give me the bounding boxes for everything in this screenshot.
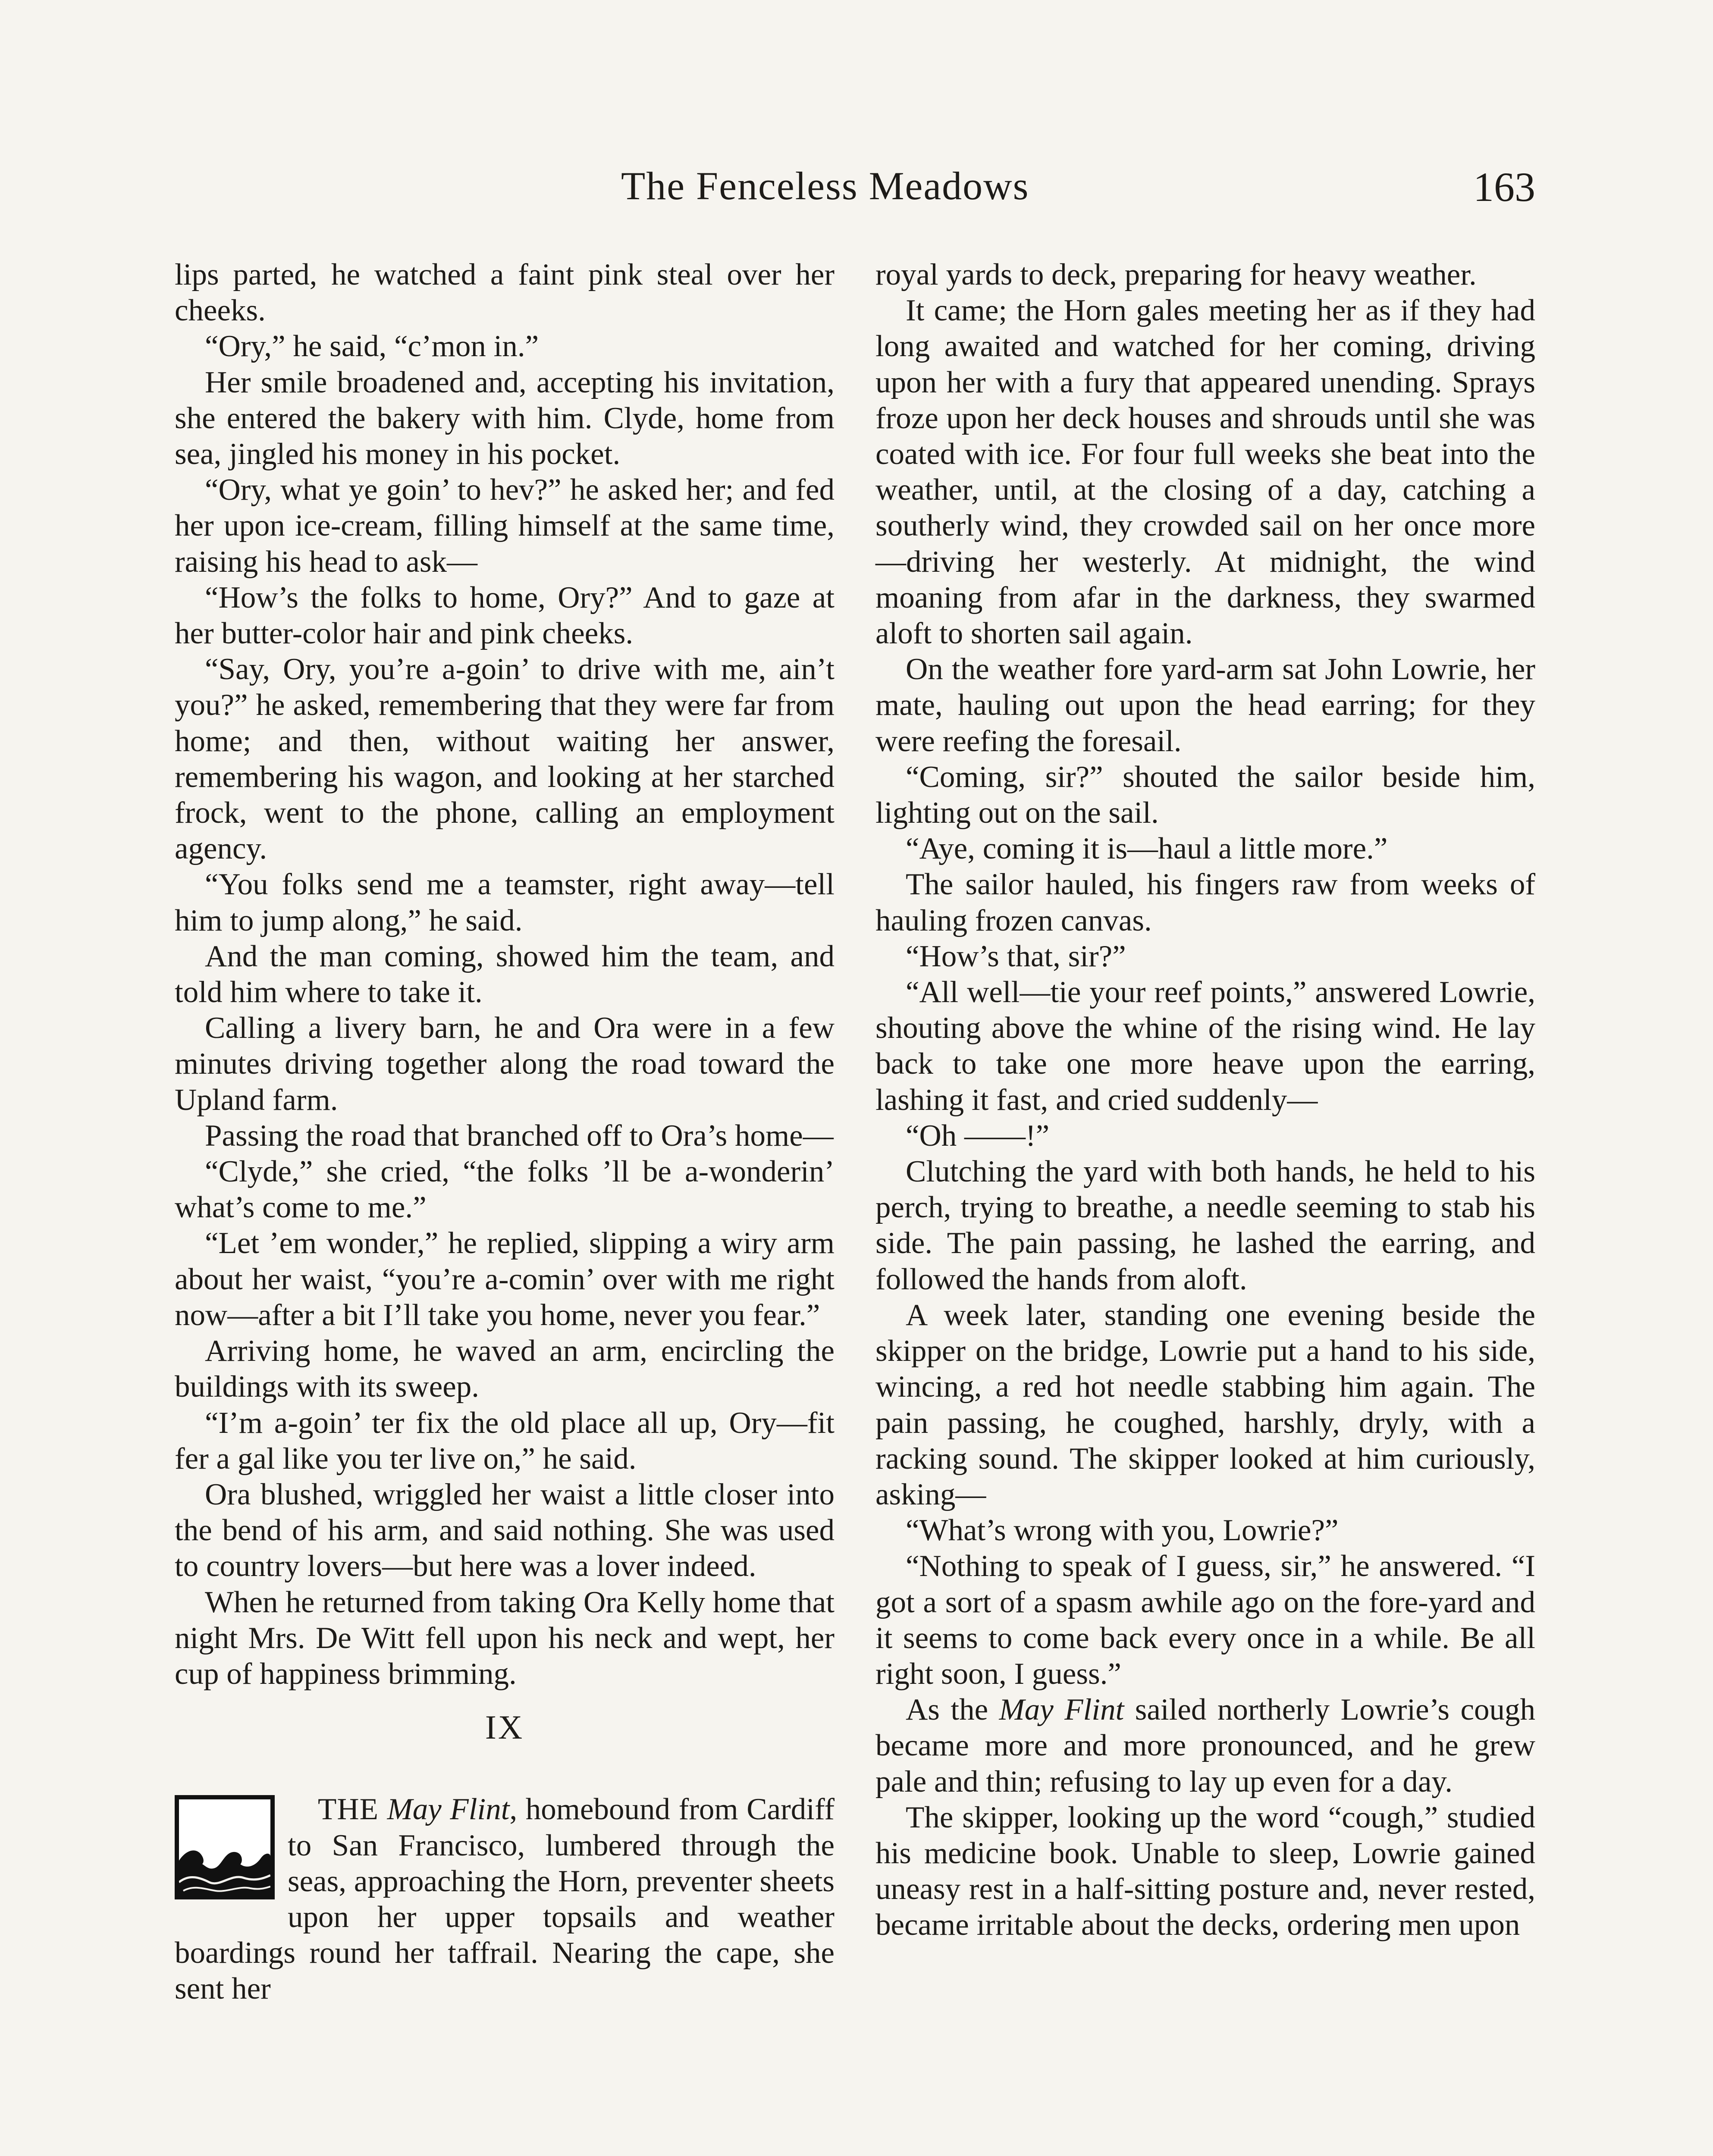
paragraph: “Say, Ory, you’re a-goin’ to drive with me, ain’t you?” he asked, remembering that they were far from home; and then, without waiting her answer, remembering his wagon, and looking at her starched frock, went to the phone, calling an employment agency.: [175, 652, 835, 866]
paragraph: The skipper, looking up the word “cough,” studied his medicine book. Unable to sleep, Lowrie gained uneasy rest in a half-sitting posture and, never rested, became irritable about the decks, ordering men upon: [875, 1800, 1535, 1942]
paragraph: Her smile broadened and, accepting his invitation, she entered the bakery with him. Clyde, home from sea, jingled his money in his pocket.: [175, 365, 835, 471]
paragraph: When he returned from taking Ora Kelly home that night Mrs. De Witt fell upon his neck and wept, her cup of happiness brimming.: [175, 1585, 835, 1691]
right-column: [875, 257, 1535, 1943]
paragraph: “All well—tie your reef points,” answered Lowrie, shouting above the whine of the rising wind. He lay back to take one more heave upon the earring, lashing it fast, and cried suddenly—: [875, 975, 1535, 1117]
running-title: The Fenceless Meadows: [621, 164, 1029, 208]
paragraph: On the weather fore yard-arm sat John Lowrie, her mate, hauling out upon the head earring; for they were reefing the foresail.: [875, 652, 1535, 758]
ship-name: May Flint: [387, 1792, 510, 1827]
paragraph: “Coming, sir?” shouted the sailor beside him, lighting out on the sail.: [875, 760, 1535, 830]
paragraph: “You folks send me a teamster, right away—tell him to jump along,” he said.: [175, 868, 835, 937]
paragraph: Clutching the yard with both hands, he held to his perch, trying to breathe, a needle seeming to stab his side. The pain passing, he lashed the earring, and followed the hands from aloft.: [875, 1155, 1535, 1296]
paragraph: “I’m a-goin’ ter fix the old place all up, Ory—fit fer a gal like you ter live on,” he said.: [175, 1406, 835, 1476]
page-number: 163: [1473, 164, 1535, 210]
opening-paragraph: [175, 1792, 835, 2007]
left-column: [175, 257, 835, 2007]
paragraph: “Nothing to speak of I guess, sir,” he answered. “I got a sort of a spasm awhile ago on the fore-yard and it seems to come back every once in a while. Be all right soon, I guess.”: [875, 1549, 1535, 1691]
paragraph: “Aye, coming it is—haul a little more.”: [906, 832, 1388, 866]
paragraph: “Oh ——!”: [906, 1119, 1050, 1153]
paragraph: It came; the Horn gales meeting her as if they had long awaited and watched for her coming, driving upon her with a fury that appeared unending. Sprays froze upon her deck houses and shrouds until she was coated with ice. For four full weeks she beat into the weather, until, at the closing of a day, catching a southerly wind, they crowded sail on her once more—driving her westerly. At midnight, the wind moaning from afar in the darkness, they swarmed aloft to shorten sail again.: [875, 294, 1535, 651]
paragraph: “Let ’em wonder,” he replied, slipping a wiry arm about her waist, “you’re a-comin’ over with me right now—after a bit I’ll take you home, never you fear.”: [175, 1226, 835, 1332]
paragraph: Arriving home, he waved an arm, encircling the buildings with its sweep.: [175, 1334, 835, 1404]
paragraph: Ora blushed, wriggled her waist a little closer into the bend of his arm, and said nothing. She was used to country lovers—but here was a lover indeed.: [175, 1477, 835, 1583]
paragraph: “Clyde,” she cried, “the folks ’ll be a-wonderin’ what’s come to me.”: [175, 1155, 835, 1225]
paragraph: A week later, standing one evening beside the skipper on the bridge, Lowrie put a hand to his side, wincing, a red hot needle stabbing him again. The pain passing, he coughed, harshly, dryly, with a racking sound. The skipper looked at him curiously, asking—: [875, 1298, 1535, 1511]
ocean-waves-icon: [175, 1795, 275, 1899]
paragraph: “What’s wrong with you, Lowrie?”: [906, 1514, 1339, 1548]
paragraph: Calling a livery barn, he and Ora were in a few minutes driving together along the road toward the Upland farm.: [175, 1011, 835, 1117]
paragraph: “Ory, what ye goin’ to hev?” he asked her; and fed her upon ice-cream, filling himself at the same time, raising his head to ask—: [175, 473, 835, 579]
paragraph-text: As the: [906, 1693, 999, 1727]
paragraph-text: sailed northerly Lowrie’s cough became more and more pronounced, and he grew pale and thin; refusing to lay up even for a day.: [875, 1693, 1535, 1799]
paragraph: “How’s the folks to home, Ory?” And to gaze at her butter-color hair and pink cheeks.: [175, 580, 835, 651]
ship-name: May Flint: [999, 1693, 1124, 1727]
chapter-heading: IX: [485, 1708, 524, 1746]
paragraph: Passing the road that branched off to Ora’s home—: [205, 1119, 834, 1153]
paragraph: royal yards to deck, preparing for heavy weather.: [875, 258, 1477, 291]
page-header: [0, 163, 1713, 223]
paragraph: [875, 1692, 1535, 1800]
opening-paragraph-text: , homebound from Cardiff to San Francisco, lumbered through the seas, approaching the Horn, preventer sheets upon her upper topsails and weather boardings round her taffrail. Nearing the cape, she sent her: [175, 1792, 835, 2006]
paragraph: The sailor hauled, his fingers raw from weeks of hauling frozen canvas.: [875, 868, 1535, 937]
paragraph: lips parted, he watched a faint pink steal over her cheeks.: [175, 258, 835, 328]
paragraph: “Ory,” he said, “c’mon in.”: [205, 329, 539, 364]
paragraph: And the man coming, showed him the team, and told him where to take it.: [175, 939, 835, 1009]
paragraph: “How’s that, sir?”: [906, 939, 1126, 973]
opening-word: THE: [318, 1792, 379, 1827]
